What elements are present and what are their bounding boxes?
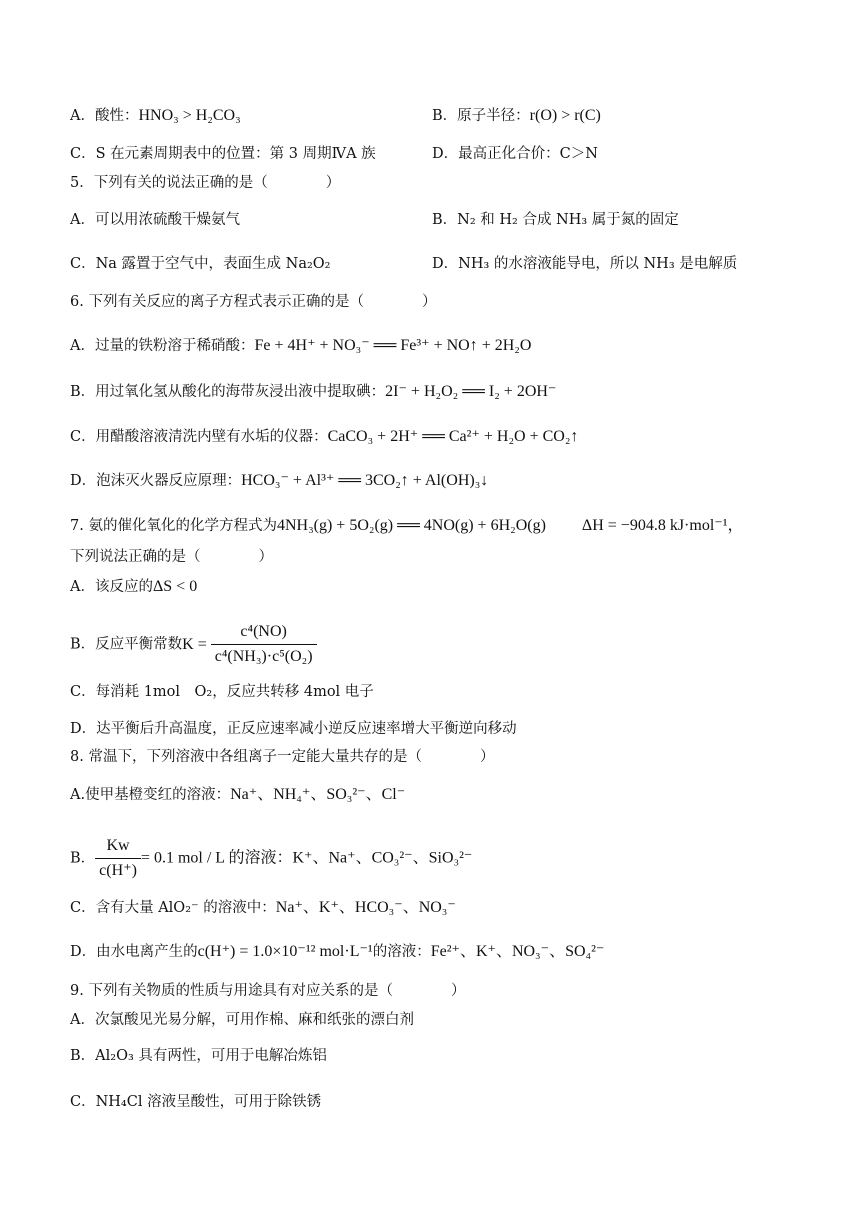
q6-d-equation: HCO₃⁻ + Al³⁺ ══ 3CO₂↑ + Al(OH)₃↓ — [241, 472, 489, 489]
q4-option-b: B．原子半径：r(O) > r(C) — [432, 107, 601, 124]
q7-a-expr: ΔS < 0 — [152, 578, 198, 595]
q6-option-c: C．用醋酸溶液清洗内壁有水垢的仪器：CaCO₃ + 2H⁺ ══ Ca²⁺ + H₂O + CO₂↑ — [70, 428, 579, 445]
q6-option-d: D．泡沫灭火器反应原理：HCO₃⁻ + Al³⁺ ══ 3CO₂↑ + Al(OH)₃↓ — [70, 472, 489, 489]
q4-option-a: A．酸性：HNO₃ > H₂CO₃ — [70, 107, 241, 124]
q7-k-denominator: c⁴(NH₃)·c⁵(O₂) — [214, 648, 313, 665]
q6-c-equation: CaCO₃ + 2H⁺ ══ Ca²⁺ + H₂O + CO₂↑ — [327, 428, 579, 445]
q7-option-c: C．每消耗 1mol O₂，反应共转移 4mol 电子 — [70, 684, 374, 700]
q9-option-b: B．Al₂O₃ 具有两性，可用于电解冶炼铝 — [70, 1048, 327, 1064]
q4-option-c: C．S 在元素周期表中的位置：第 3 周期ⅣA 族 — [70, 146, 376, 162]
q4-option-d: D．最高正化合价：C＞N — [432, 146, 598, 162]
q5-option-d: D．NH₃ 的水溶液能导电，所以 NH₃ 是电解质 — [432, 256, 738, 272]
q8-c-ions: Na⁺、K⁺、HCO₃⁻、NO₃⁻ — [275, 899, 456, 916]
q9-option-c: C．NH₄Cl 溶液呈酸性，可用于除铁锈 — [70, 1094, 322, 1110]
q5-option-c: C．Na 露置于空气中，表面生成 Na₂O₂ — [70, 256, 331, 272]
q7-option-d: D．达平衡后升高温度，正反应速率减小逆反应速率增大平衡逆向移动 — [70, 721, 517, 737]
q7-enthalpy: ΔH = −904.8 kJ·mol⁻¹， — [581, 517, 744, 534]
q6-option-b: B．用过氧化氢从酸化的海带灰浸出液中提取碘：2I⁻ + H₂O₂ ══ I₂ + 2OH⁻ — [70, 383, 557, 400]
q8-d-ions: Fe²⁺、K⁺、NO₃⁻、SO₄²⁻ — [430, 943, 605, 960]
q7-stem: 7. 氨的催化氧化的化学方程式为4NH₃(g) + 5O₂(g) ══ 4NO(g) + 6H₂O(g) ΔH = −904.8 kJ·mol⁻¹， — [70, 517, 744, 534]
q8-b-denominator: c(H⁺) — [99, 862, 137, 879]
q8-d-expr: c(H⁺) = 1.0×10⁻¹² mol·L⁻¹ — [197, 943, 373, 960]
q8-stem: 8. 常温下，下列溶液中各组离子一定能大量共存的是（ ） — [70, 749, 495, 765]
q8-a-ions: Na⁺、NH₄⁺、SO₃²⁻、Cl⁻ — [230, 786, 406, 803]
q7-stem-line2: 下列说法正确的是（ ） — [70, 549, 273, 565]
q7-equation: 4NH₃(g) + 5O₂(g) ══ 4NO(g) + 6H₂O(g) — [276, 517, 546, 534]
q5-option-a: A．可以用浓硫酸干燥氨气 — [70, 212, 240, 228]
q6-option-a: A．过量的铁粉溶于稀硝酸：Fe + 4H⁺ + NO₃⁻ ══ Fe³⁺ + NO↑ + 2H₂O — [70, 337, 532, 354]
q8-option-c: C．含有大量 AlO₂⁻ 的溶液中：Na⁺、K⁺、HCO₃⁻、NO₃⁻ — [70, 899, 456, 916]
q7-k-fraction — [211, 622, 317, 667]
q8-b-fraction — [95, 836, 141, 881]
q8-b-ions: K⁺、Na⁺、CO₃²⁻、SiO₃²⁻ — [292, 849, 473, 867]
q8-option-a: A.使甲基橙变红的溶液：Na⁺、NH₄⁺、SO₃²⁻、Cl⁻ — [70, 786, 406, 803]
q9-stem: 9. 下列有关物质的性质与用途具有对应关系的是（ ） — [70, 983, 466, 999]
q7-option-b: B．反应平衡常数K = $\frac{\text{c⁴(NO)}}{\text{c⁴(NH₃)·c⁵(O₂)}}$ — [70, 622, 317, 667]
q9-option-a: A．次氯酸见光易分解，可用作棉、麻和纸张的漂白剂 — [70, 1012, 414, 1028]
q6-stem: 6. 下列有关反应的离子方程式表示正确的是（ ） — [70, 294, 437, 310]
q5-stem: 5．下列有关的说法正确的是（ ） — [70, 175, 341, 191]
q8-option-d: D．由水电离产生的c(H⁺) = 1.0×10⁻¹² mol·L⁻¹的溶液：Fe²⁺、K⁺、NO₃⁻、SO₄²⁻ — [70, 943, 605, 960]
q4-a-expr: HNO₃ > H₂CO₃ — [138, 107, 241, 124]
q7-option-a: A．该反应的ΔS < 0 — [70, 578, 198, 595]
q8-option-b: B． $\frac{Kw}{c(H^+)}$ = 0.1 mol / L 的溶液：K⁺、Na⁺、CO₃²⁻、SiO₃²⁻ — [70, 837, 473, 879]
q6-b-equation: 2I⁻ + H₂O₂ ══ I₂ + 2OH⁻ — [385, 383, 557, 400]
q8-b-numerator: Kw — [95, 836, 141, 859]
q4-b-expr: r(O) > r(C) — [529, 107, 601, 124]
q5-option-b: B．N₂ 和 H₂ 合成 NH₃ 属于氮的固定 — [432, 212, 679, 228]
q7-k-numerator: c⁴(NO) — [211, 622, 317, 645]
q6-a-equation: Fe + 4H⁺ + NO₃⁻ ══ Fe³⁺ + NO↑ + 2H₂O — [254, 337, 532, 354]
